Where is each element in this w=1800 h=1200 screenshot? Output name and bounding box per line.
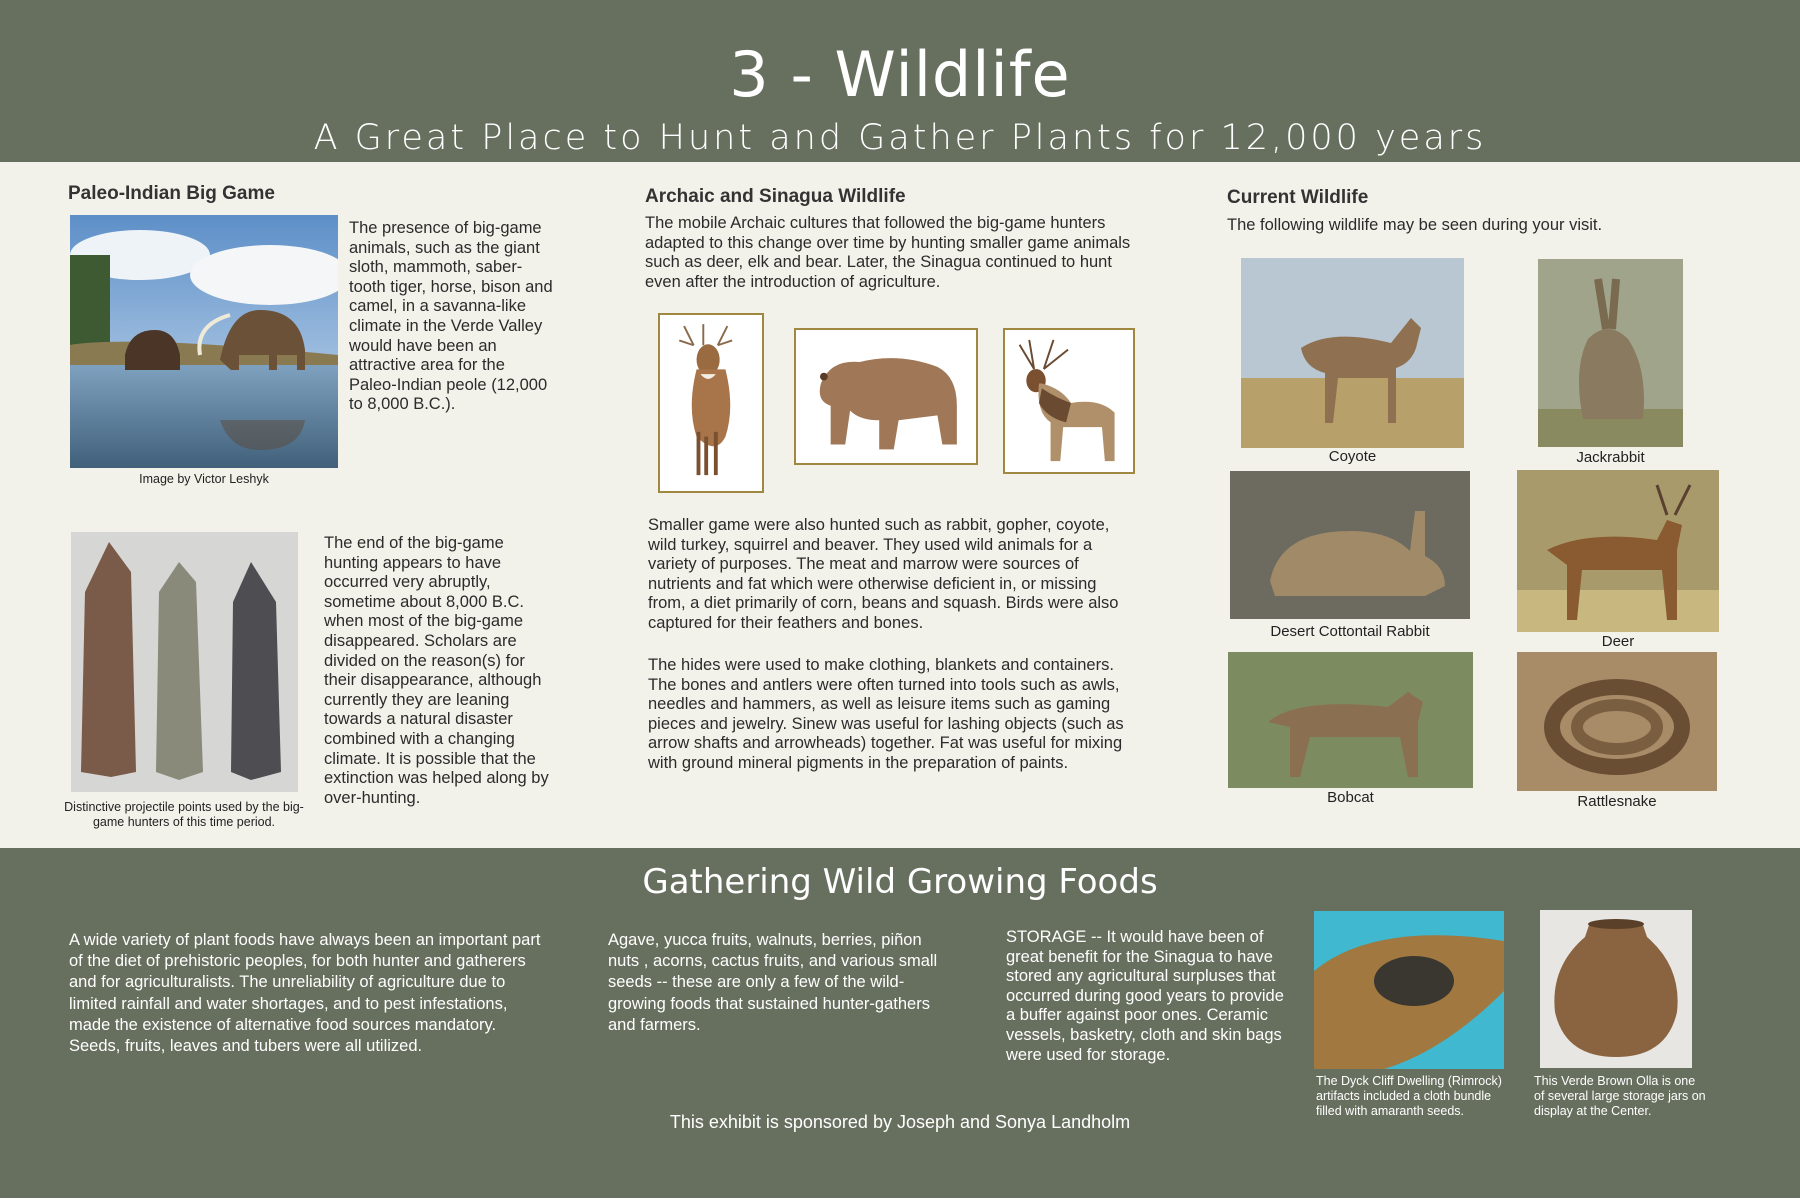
deer-drawing	[658, 313, 764, 493]
paleo-image-credit: Image by Victor Leshyk	[139, 472, 269, 486]
gathering-column-1: A wide variety of plant foods have always been an important part of the diet of prehistoric peoples, for both hunter and gatherers and for agriculturalists. The unreliability of agriculture due to limited rainfall and water shortages, and to pest infestations, made the existence of alternative food sources mandatory. Seeds, fruits, leaves and tubers were all utilized.	[69, 931, 541, 1056]
current-intro: The following wildlife may be seen during your visit.	[1227, 216, 1603, 234]
olla-caption: This Verde Brown Olla is one of several large storage jars on display at the Center.	[1534, 1074, 1706, 1118]
elk-drawing	[1003, 328, 1135, 474]
cloth-bundle-caption: The Dyck Cliff Dwelling (Rimrock) artifacts included a cloth bundle filled with amaranth seeds.	[1316, 1074, 1502, 1118]
paleo-paragraph-2: The end of the big-game hunting appears to have occurred very abruptly, sometime about 8,000 B.C. when most of the big-game disappeared. Scholars are divided on the reason(s) for their disappearance, although currently they are leaning towards a natural disaster combined with a changing climate. It is possible that the extinction was helped along by over-hunting.	[324, 534, 549, 807]
coyote-photo	[1241, 258, 1464, 448]
bear-drawing	[794, 328, 978, 465]
paleo-paragraph-1: The presence of big-game animals, such as the giant sloth, mammoth, saber-tooth tiger, horse, bison and camel, in a savanna-like climate in the Verde Valley would have been an attractive area for the Paleo-Indian peole (12,000 to 8,000 B.C.).	[349, 219, 553, 414]
gathering-column-2: Agave, yucca fruits, walnuts, berries, piñon nuts , acorns, cactus fruits, and various small seeds -- these are only a few of the wild-growing foods that sustained hunter-gathers and farmers.	[608, 931, 938, 1034]
olla-photo	[1540, 910, 1692, 1068]
projectile-points-photo	[71, 532, 298, 792]
rattlesnake-label: Rattlesnake	[1577, 793, 1657, 810]
paleo-heading: Paleo-Indian Big Game	[68, 183, 275, 204]
rattlesnake-photo	[1517, 652, 1717, 791]
archaic-intro: The mobile Archaic cultures that followed the big-game hunters adapted to this change over time by hunting smaller game animals such as deer, elk and bear. Later, the Sinagua continued to hunt even after the introduction of agriculture.	[645, 214, 1131, 291]
jackrabbit-photo	[1538, 259, 1683, 447]
page-title: 3 - Wildlife	[729, 38, 1071, 111]
deer-photo	[1517, 470, 1719, 632]
cottontail-label: Desert Cottontail Rabbit	[1270, 623, 1430, 640]
deer-label: Deer	[1601, 633, 1635, 650]
gathering-column-3: STORAGE -- It would have been of great benefit for the Sinagua to have stored any agricultural surpluses that occurred during good years to provide a buffer against poor ones. Ceramic vessels, basketry, cloth and skin bags were used for storage.	[1006, 928, 1284, 1064]
page-subtitle: A Great Place to Hunt and Gather Plants for 12,000 years	[313, 118, 1487, 158]
archaic-paragraph-3: The hides were used to make clothing, blankets and containers. The bones and antlers were often turned into tools such as awls, needles and hammers, as well as leisure items such as gaming pieces and jewelry. Sinew was useful for lashing objects (such as arrow shafts and arrowheads) together. Fat was useful for mixing with ground mineral pigments in the preparation of paints.	[648, 656, 1124, 772]
projectile-points-caption: Distinctive projectile points used by the big-game hunters of this time period.	[64, 800, 304, 829]
mammoth-bison-painting	[70, 215, 338, 468]
cottontail-photo	[1230, 471, 1470, 619]
coyote-label: Coyote	[1328, 448, 1377, 465]
jackrabbit-label: Jackrabbit	[1576, 449, 1645, 466]
archaic-heading: Archaic and Sinagua Wildlife	[645, 186, 906, 207]
bobcat-label: Bobcat	[1327, 789, 1374, 806]
current-heading: Current Wildlife	[1227, 187, 1369, 208]
cloth-bundle-photo	[1314, 911, 1504, 1069]
gathering-heading: Gathering Wild Growing Foods	[642, 862, 1158, 902]
archaic-paragraph-2: Smaller game were also hunted such as rabbit, gopher, coyote, wild turkey, squirrel and beaver. They used wild animals for a variety of purposes. The meat and marrow were sources of nutrients and fat which were otherwise deficient in, or missing from, a diet primarily of corn, beans and squash. Birds were also captured for their feathers and bones.	[648, 516, 1119, 632]
sponsor-credit: This exhibit is sponsored by Joseph and Sonya Landholm	[669, 1112, 1131, 1132]
bobcat-photo	[1228, 652, 1473, 788]
